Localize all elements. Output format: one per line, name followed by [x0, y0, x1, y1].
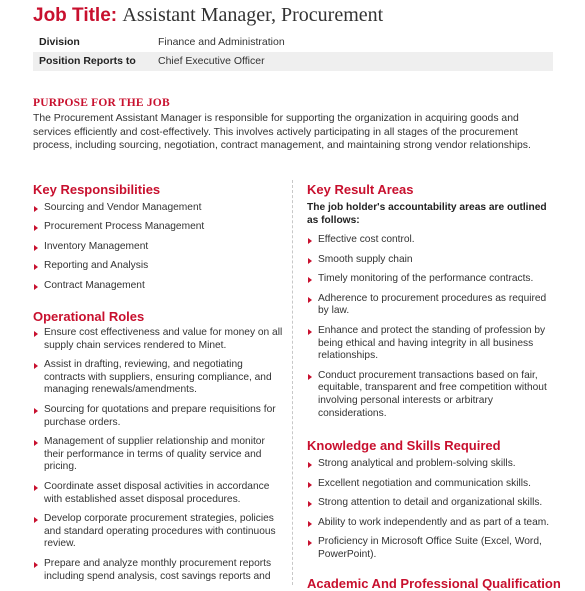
knowledge-skills-heading: Knowledge and Skills Required	[307, 438, 501, 453]
info-row-division	[33, 33, 553, 52]
list-item: Prepare and analyze monthly procurement reports including spend analysis, cost savings reports and	[33, 558, 283, 583]
job-title	[33, 3, 383, 28]
list-item: Effective cost control.	[307, 234, 557, 247]
list-item: Assist in drafting, reviewing, and negotiating contracts with suppliers, ensuring compliance, and managing renewals/amendments.	[33, 359, 283, 397]
operational-roles-list	[33, 327, 283, 590]
list-item: Management of supplier relationship and monitor their performance in terms of quality service and pricing.	[33, 436, 283, 474]
academic-qualification-heading: Academic And Professional Qualification	[307, 576, 561, 591]
list-item: Ensure cost effectiveness and value for money on all supply chain services rendered to Minet.	[33, 327, 283, 352]
info-key: Position Reports to	[39, 55, 136, 67]
list-item: Sourcing and Vendor Management	[33, 202, 283, 215]
list-item: Ability to work independently and as part of a team.	[307, 517, 557, 530]
info-row-reports-to	[33, 52, 553, 71]
list-item: Enhance and protect the standing of profession by being ethical and having integrity in all business relationships.	[307, 325, 557, 363]
list-item: Develop corporate procurement strategies, policies and standard operating procedures with continuous review.	[33, 513, 283, 551]
list-item: Smooth supply chain	[307, 254, 557, 267]
purpose-heading: PURPOSE FOR THE JOB	[33, 97, 170, 109]
list-item: Strong analytical and problem-solving skills.	[307, 458, 557, 471]
key-result-areas-intro: The job holder's accountability areas are outlined as follows:	[307, 202, 547, 226]
list-item: Conduct procurement transactions based on fair, equitable, transparent and free competition without involving personal interests or arbitrary considerations.	[307, 370, 557, 420]
list-item: Timely monitoring of the performance contracts.	[307, 273, 557, 286]
purpose-text: The Procurement Assistant Manager is responsible for supporting the organization in acquiring goods and services efficiently and cost-effectively. This involves actively participating in all stages of the procurement process, including sourcing, negotiation, contract management, and maintaining strong vendor relationships.	[33, 113, 531, 151]
list-item: Sourcing for quotations and prepare requisitions for purchase orders.	[33, 404, 283, 429]
info-value: Finance and Administration	[158, 36, 285, 48]
key-result-areas-heading: Key Result Areas	[307, 182, 414, 197]
column-divider	[292, 180, 293, 585]
list-item: Contract Management	[33, 280, 283, 293]
list-item: Excellent negotiation and communication skills.	[307, 478, 557, 491]
operational-roles-heading: Operational Roles	[33, 309, 145, 324]
key-responsibilities-list	[33, 202, 283, 299]
info-key: Division	[39, 36, 80, 48]
key-result-areas-list	[307, 234, 557, 427]
key-responsibilities-heading: Key Responsibilities	[33, 182, 161, 197]
knowledge-skills-list	[307, 458, 557, 569]
info-value: Chief Executive Officer	[158, 55, 265, 67]
list-item: Adherence to procurement procedures as required by law.	[307, 293, 557, 318]
list-item: Strong attention to detail and organizational skills.	[307, 497, 557, 510]
list-item: Inventory Management	[33, 241, 283, 254]
list-item: Coordinate asset disposal activities in accordance with established asset disposal procedures.	[33, 481, 283, 506]
list-item: Proficiency in Microsoft Office Suite (Excel, Word, PowerPoint).	[307, 536, 557, 561]
list-item: Procurement Process Management	[33, 221, 283, 234]
list-item: Reporting and Analysis	[33, 260, 283, 273]
job-title-label: Job Title:	[33, 5, 118, 26]
job-title-value: Assistant Manager, Procurement	[122, 4, 384, 26]
